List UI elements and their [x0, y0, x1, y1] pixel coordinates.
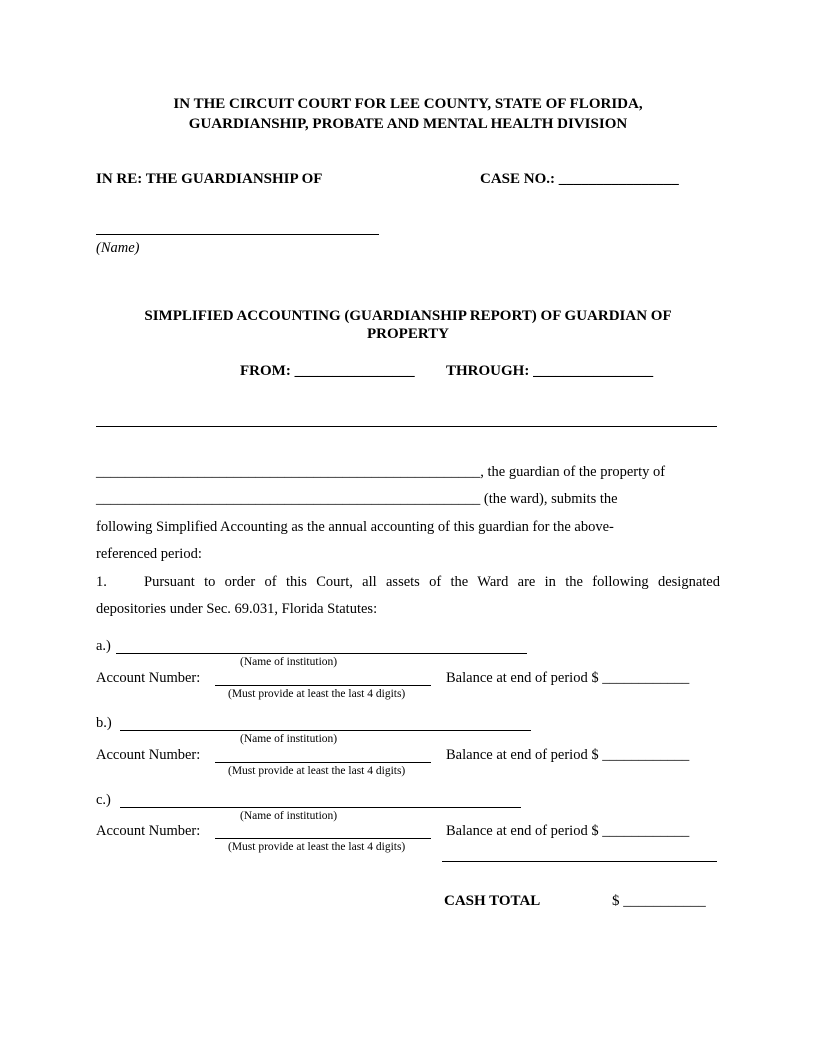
- in-re-label: IN RE: THE GUARDIANSHIP OF: [96, 171, 323, 187]
- document-title-line2: PROPERTY: [367, 326, 449, 342]
- account-b-number-field[interactable]: [215, 762, 431, 763]
- account-a-number-field[interactable]: [215, 685, 431, 686]
- account-b-number-hint: (Must provide at least the last 4 digits): [228, 765, 406, 777]
- from-date-field[interactable]: FROM: ________________: [240, 363, 415, 379]
- account-c-balance-field[interactable]: Balance at end of period $ ____________: [446, 823, 690, 839]
- total-rule: [442, 861, 717, 862]
- item-1-number: 1.: [96, 574, 107, 590]
- item-1-continuation: depositories under Sec. 69.031, Florida Statutes:: [96, 601, 378, 617]
- through-date-field[interactable]: THROUGH: ________________: [446, 363, 654, 379]
- guardian-name-line[interactable]: _____________________________________________________, the guardian of the property of: [96, 464, 666, 480]
- account-c-number-field[interactable]: [215, 838, 431, 839]
- ward-name-line[interactable]: _____________________________________________________ (the ward), submits the: [96, 491, 618, 507]
- account-c-institution-hint: (Name of institution): [240, 810, 338, 822]
- account-a-number-label: Account Number:: [96, 670, 201, 686]
- ward-name-field[interactable]: [96, 234, 379, 235]
- section-divider: [96, 426, 717, 427]
- court-heading-line1: IN THE CIRCUIT COURT FOR LEE COUNTY, STATE OF FLORIDA,: [173, 96, 643, 112]
- cash-total-field[interactable]: $ ___________: [612, 893, 706, 909]
- case-number-field[interactable]: CASE NO.: ________________: [480, 171, 679, 187]
- account-a-number-hint: (Must provide at least the last 4 digits): [228, 688, 406, 700]
- account-a-letter: a.): [96, 638, 111, 654]
- account-a-institution-field[interactable]: [116, 653, 527, 654]
- account-b-number-label: Account Number:: [96, 747, 201, 763]
- account-c-number-label: Account Number:: [96, 823, 201, 839]
- document-title-line1: SIMPLIFIED ACCOUNTING (GUARDIANSHIP REPORT) OF GUARDIAN OF: [144, 308, 672, 324]
- body-text-line3: following Simplified Accounting as the annual accounting of this guardian for the above-: [96, 519, 614, 535]
- court-heading-line2: GUARDIANSHIP, PROBATE AND MENTAL HEALTH DIVISION: [188, 116, 628, 132]
- account-b-letter: b.): [96, 715, 112, 731]
- account-a-balance-field[interactable]: Balance at end of period $ ____________: [446, 670, 690, 686]
- account-b-balance-field[interactable]: Balance at end of period $ ____________: [446, 747, 690, 763]
- cash-total-label: CASH TOTAL: [444, 893, 541, 909]
- item-1-text: Pursuant to order of this Court, all assets of the Ward are in the following designated: [144, 574, 720, 590]
- account-c-institution-field[interactable]: [120, 807, 521, 808]
- body-text-line4: referenced period:: [96, 546, 202, 562]
- name-label: (Name): [96, 240, 140, 256]
- account-b-institution-hint: (Name of institution): [240, 733, 338, 745]
- account-c-letter: c.): [96, 792, 111, 808]
- account-b-institution-field[interactable]: [120, 730, 531, 731]
- account-c-number-hint: (Must provide at least the last 4 digits): [228, 841, 406, 853]
- account-a-institution-hint: (Name of institution): [240, 656, 338, 668]
